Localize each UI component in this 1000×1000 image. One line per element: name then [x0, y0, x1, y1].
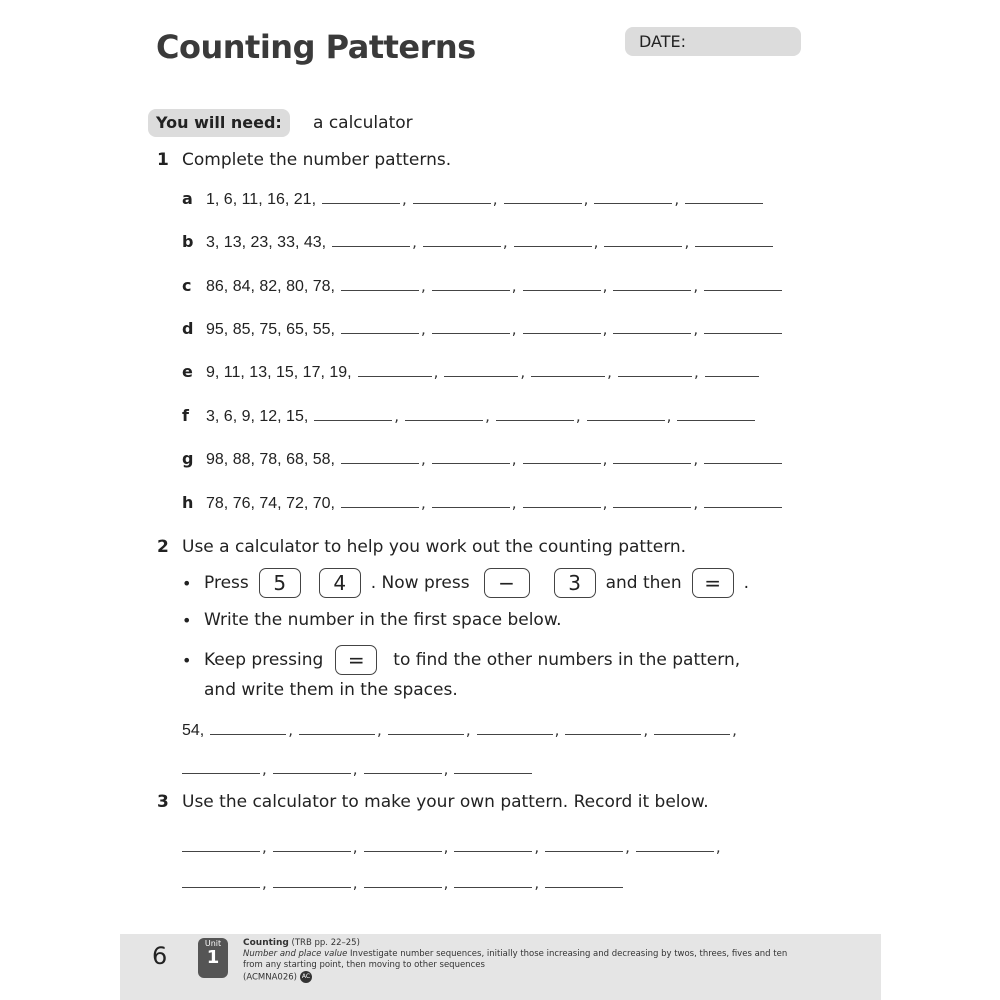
item-letter: b [182, 232, 194, 251]
answer-blank[interactable] [613, 289, 691, 291]
answer-blank[interactable] [504, 202, 582, 204]
answer-blank[interactable] [358, 375, 432, 377]
item-sequence: 86, 84, 82, 80, 78, [206, 278, 335, 295]
answer-blank[interactable] [341, 289, 419, 291]
q1-prompt: Complete the number patterns. [182, 150, 452, 170]
answer-blank[interactable] [565, 733, 641, 735]
q1-row-a: a 1, 6, 11, 16, 21, , , , , [182, 189, 765, 209]
q2-answer-row-1: 54, , , , , , , [182, 721, 737, 739]
answer-blank[interactable] [322, 202, 400, 204]
unit-badge [198, 938, 228, 978]
answer-blank[interactable] [182, 772, 260, 774]
answer-blank[interactable] [182, 850, 260, 852]
footer-topic: Counting [243, 938, 289, 948]
bullet-3-continued: and write them in the spaces. [204, 680, 458, 700]
answer-blank[interactable] [477, 733, 553, 735]
start-number: 54, [182, 722, 205, 739]
answer-blank[interactable] [432, 289, 510, 291]
footer-strand: Number and place value [243, 949, 348, 959]
you-will-need-label: You will need: [148, 109, 290, 137]
answer-blank[interactable] [273, 850, 351, 852]
answer-blank[interactable] [531, 375, 605, 377]
bullet-3-post: to find the other numbers in the pattern, [393, 650, 741, 670]
footer-code: (ACMNA026) [243, 972, 297, 983]
answer-blank[interactable] [704, 506, 782, 508]
answer-blank[interactable] [514, 245, 592, 247]
q1-row-c: c 86, 84, 82, 80, 78, , , , , [182, 276, 784, 296]
answer-blank[interactable] [704, 462, 782, 464]
item-sequence: 95, 85, 75, 65, 55, [206, 321, 335, 338]
answer-blank[interactable] [454, 850, 532, 852]
calc-key-equals: = [692, 568, 734, 598]
q3-answer-row-2: , , , , [176, 874, 625, 892]
answer-blank[interactable] [523, 289, 601, 291]
ac-logo-icon: AC [300, 971, 312, 983]
q1-row-d: d 95, 85, 75, 65, 55, , , , , [182, 319, 784, 339]
answer-blank[interactable] [454, 772, 532, 774]
answer-blank[interactable] [545, 850, 623, 852]
item-sequence: 1, 6, 11, 16, 21, [206, 191, 317, 208]
footer-ref: (TRB pp. 22–25) [291, 938, 360, 948]
unit-word: Unit [204, 939, 222, 948]
item-letter: g [182, 449, 194, 468]
and-then-text: and then [605, 573, 682, 593]
answer-blank[interactable] [587, 419, 665, 421]
item-letter: d [182, 319, 194, 338]
date-box [625, 27, 801, 56]
q2-bullet-2 [182, 610, 562, 630]
answer-blank[interactable] [182, 886, 260, 888]
item-sequence: 9, 11, 13, 15, 17, 19, [206, 364, 352, 381]
page-footer [120, 934, 881, 1000]
answer-blank[interactable] [364, 772, 442, 774]
item-letter: a [182, 189, 193, 208]
q1-row-g: g 98, 88, 78, 68, 58, , , , , [182, 449, 784, 469]
answer-blank[interactable] [273, 772, 351, 774]
answer-blank[interactable] [704, 289, 782, 291]
press-text: Press [204, 573, 249, 593]
q3-prompt: Use the calculator to make your own pattern. Record it below. [182, 792, 709, 812]
answer-blank[interactable] [613, 506, 691, 508]
item-letter: c [182, 276, 192, 295]
calc-key-equals: = [335, 645, 377, 675]
answer-blank[interactable] [444, 375, 518, 377]
q2-bullet-3 [182, 645, 740, 675]
bullet-dot: • [182, 610, 192, 630]
answer-blank[interactable] [454, 886, 532, 888]
answer-blank[interactable] [545, 886, 623, 888]
answer-blank[interactable] [273, 886, 351, 888]
unit-number: 1 [206, 947, 220, 968]
page-number: 6 [152, 942, 168, 970]
answer-blank[interactable] [432, 332, 510, 334]
item-sequence: 98, 88, 78, 68, 58, [206, 451, 335, 468]
calc-key-minus: − [484, 568, 530, 598]
item-letter: e [182, 362, 193, 381]
q3-answer-row-1: , , , , , , [176, 838, 721, 856]
item-letter: h [182, 493, 194, 512]
bullet-dot: • [182, 573, 192, 593]
answer-blank[interactable] [341, 506, 419, 508]
q1-row-e: e 9, 11, 13, 15, 17, 19, , , , , [182, 362, 761, 382]
answer-blank[interactable] [613, 462, 691, 464]
item-letter: f [182, 406, 189, 425]
answer-blank[interactable] [695, 245, 773, 247]
q1-number: 1 [157, 150, 169, 170]
answer-blank[interactable] [594, 202, 672, 204]
now-press-text: . Now press [370, 573, 470, 593]
date-label: DATE: [639, 32, 687, 51]
answer-blank[interactable] [636, 850, 714, 852]
answer-blank[interactable] [314, 419, 392, 421]
answer-blank[interactable] [299, 733, 375, 735]
q1-row-h: h 78, 76, 74, 72, 70, , , , , [182, 493, 784, 513]
answer-blank[interactable] [618, 375, 692, 377]
answer-blank[interactable] [364, 850, 442, 852]
item-sequence: 3, 13, 23, 33, 43, [206, 234, 327, 251]
answer-blank[interactable] [432, 506, 510, 508]
answer-blank[interactable] [523, 506, 601, 508]
item-sequence: 78, 76, 74, 72, 70, [206, 495, 335, 512]
answer-blank[interactable] [523, 462, 601, 464]
bullet-2-text: Write the number in the first space below. [204, 610, 562, 630]
answer-blank[interactable] [413, 202, 491, 204]
answer-blank[interactable] [705, 375, 759, 377]
answer-blank[interactable] [604, 245, 682, 247]
bullet-3-pre: Keep pressing [204, 650, 324, 670]
answer-blank[interactable] [613, 332, 691, 334]
answer-blank[interactable] [332, 245, 410, 247]
answer-blank[interactable] [405, 419, 483, 421]
curriculum-note [243, 938, 803, 984]
q2-answer-row-2: , , , [176, 760, 534, 778]
answer-blank[interactable] [341, 332, 419, 334]
item-sequence: 3, 6, 9, 12, 15, [206, 408, 309, 425]
you-will-need-text: a calculator [313, 113, 413, 133]
answer-blank[interactable] [388, 733, 464, 735]
answer-blank[interactable] [364, 886, 442, 888]
answer-blank[interactable] [523, 332, 601, 334]
q1-row-f: f 3, 6, 9, 12, 15, , , , , [182, 406, 757, 426]
q3-number: 3 [157, 792, 169, 812]
answer-blank[interactable] [677, 419, 755, 421]
answer-blank[interactable] [210, 733, 286, 735]
answer-blank[interactable] [704, 332, 782, 334]
answer-blank[interactable] [496, 419, 574, 421]
calc-key-5: 5 [259, 568, 301, 598]
end-dot: . [743, 573, 750, 593]
answer-blank[interactable] [432, 462, 510, 464]
q2-number: 2 [157, 537, 169, 557]
footer-desc: Investigate number sequences, initially those increasing and decreasing by twos, threes, fives and ten from any starting point, then moving to other sequences [243, 949, 788, 970]
q2-bullet-1 [182, 568, 749, 598]
answer-blank[interactable] [685, 202, 763, 204]
q1-row-b: b 3, 13, 23, 33, 43, , , , , [182, 232, 775, 252]
page-title: Counting Patterns [156, 28, 476, 66]
calc-key-3: 3 [554, 568, 596, 598]
q2-prompt: Use a calculator to help you work out the counting pattern. [182, 537, 687, 557]
answer-blank[interactable] [341, 462, 419, 464]
calc-key-4: 4 [319, 568, 361, 598]
answer-blank[interactable] [423, 245, 501, 247]
answer-blank[interactable] [654, 733, 730, 735]
bullet-dot: • [182, 650, 192, 670]
